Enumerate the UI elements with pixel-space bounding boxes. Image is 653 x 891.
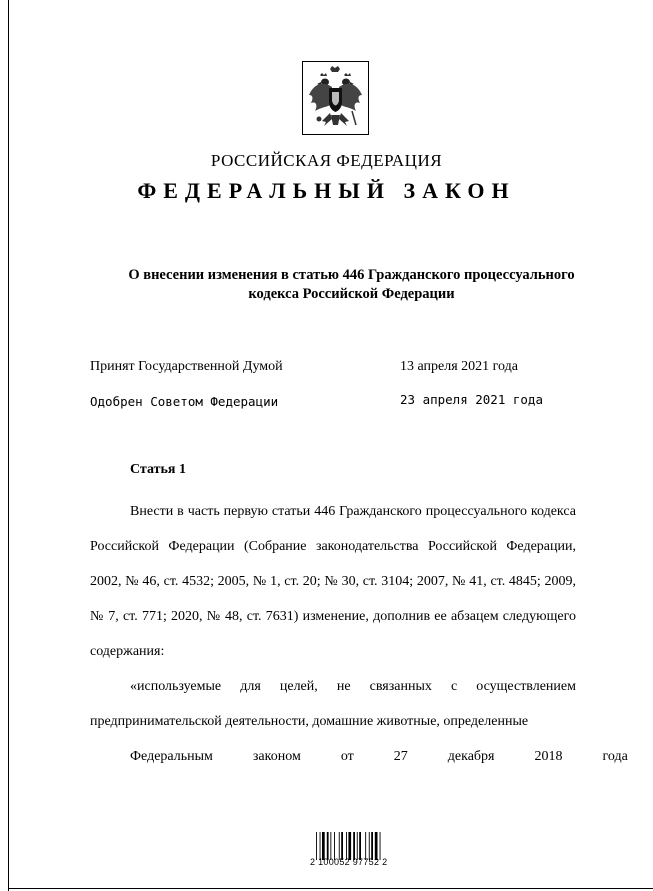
last-line-word: от [340, 749, 354, 764]
country-name: РОССИЙСКАЯ ФЕДЕРАЦИЯ [210, 151, 443, 170]
barcode-number: 2 100052 97752 2 [310, 857, 388, 867]
law-type-title: ФЕДЕРАЛЬНЫЙ ЗАКОН [137, 178, 516, 203]
page-bottom-border [8, 888, 653, 889]
last-line-word: законом [252, 749, 301, 764]
council-approval-label: Одобрен Советом Федерации [90, 394, 279, 409]
quoted-paragraph: «используемые для целей, не связанных с осуществлением предпринимательской деятельности, домашние животные, определенные [90, 679, 576, 729]
article-heading: Статья 1 [130, 462, 186, 477]
law-subject: О внесении изменения в статью 446 Гражданского процессуального кодекса Российской Федерации [128, 267, 575, 302]
last-line-word: Федеральным [130, 749, 213, 764]
article-paragraph: Внести в часть первую статьи 446 Гражданского процессуального кодекса Российской Федерации (Собрание законодательства Российской Федерации, 2002, № 46, ст. 4532; 2005, № 1, ст. 20; № 30, ст. 3104; 2007, № 41, ст. 4845; 2009, № 7, ст. 771; 2020, № 48, ст. 7631) изменение, дополнив ее абзацем следующего содержания: [90, 504, 576, 659]
duma-adoption-label: Принят Государственной Думой [90, 359, 283, 374]
last-line-word: декабря [447, 749, 495, 764]
council-approval-date: 23 апреля 2021 года [400, 392, 543, 407]
article-body [90, 494, 628, 774]
last-line-word: 2018 [534, 749, 563, 764]
quoted-paragraph-last-line [90, 739, 628, 774]
last-line-word: 27 [393, 749, 408, 764]
coat-of-arms-icon [302, 61, 369, 135]
duma-adoption-date: 13 апреля 2021 года [400, 359, 518, 374]
last-line-word: года [602, 749, 628, 764]
page-left-border [8, 0, 9, 891]
